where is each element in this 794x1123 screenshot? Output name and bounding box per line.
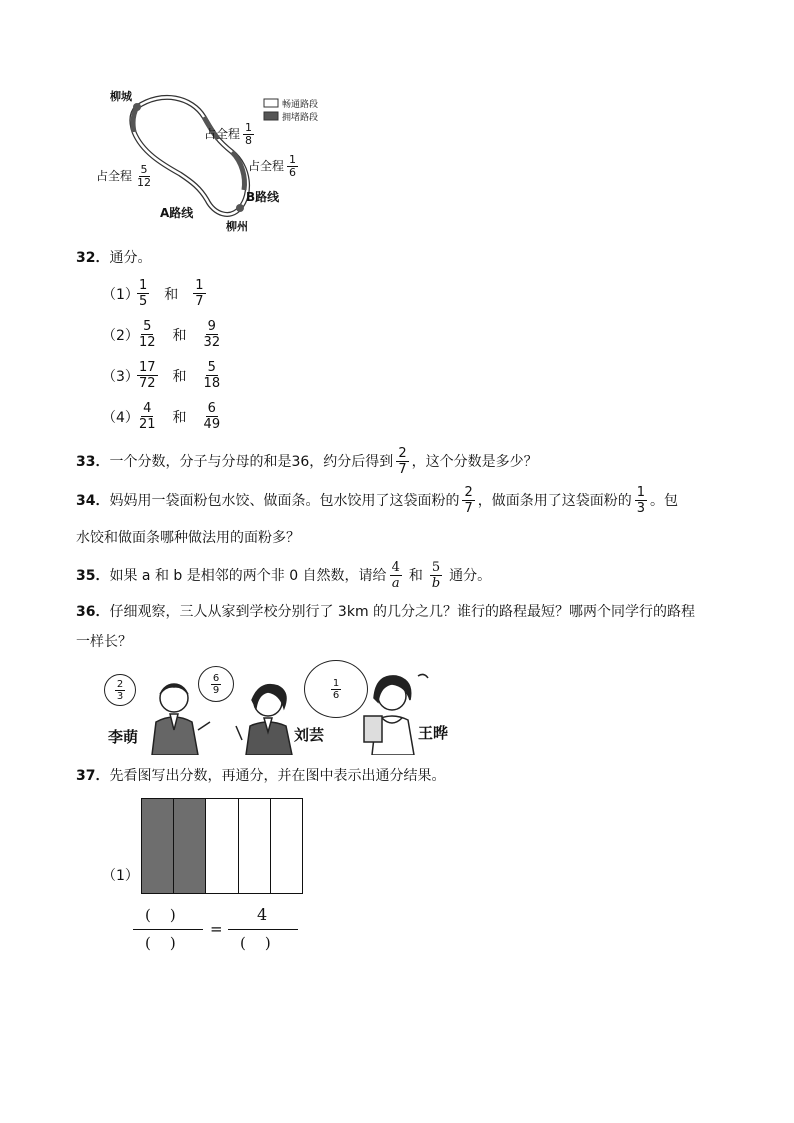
name-wangye: 王晔	[418, 724, 449, 742]
q37-item-label: （1）	[102, 868, 139, 884]
left-den-blank[interactable]: ( )	[145, 934, 176, 952]
q34-line-2: 水饺和做面条哪种做法用的面粉多？	[76, 530, 300, 546]
speech-bubble-wangye: $\frac{1}{6}$	[304, 660, 368, 718]
bar-part-empty	[270, 799, 302, 893]
bar-part-shaded	[142, 799, 173, 893]
bar-part-empty	[205, 799, 237, 893]
q32-title: 32．通分。	[76, 250, 152, 266]
right-num-value: 4	[257, 905, 268, 924]
left-num-blank[interactable]: ( )	[145, 906, 176, 924]
bar-part-empty	[238, 799, 270, 893]
legend-normal-label: 畅通路段	[282, 100, 319, 110]
right-den-blank[interactable]: ( )	[240, 934, 271, 952]
q32-item-4: （4） $\frac{4}{21}$ 和 $\frac{6}{49}$	[102, 401, 221, 432]
q36-line-2: 一样长？	[76, 634, 132, 650]
label-left: 占全程 $\frac{5}{12}$	[96, 163, 152, 189]
q32-item-3: （3） $\frac{17}{72}$ 和 $\frac{5}{18}$	[102, 360, 221, 391]
students-drawing	[100, 660, 450, 755]
person-liuyun	[236, 685, 292, 755]
left-fraction-bar	[133, 929, 203, 930]
q37-title: 37．先看图写出分数，再通分，并在图中表示出通分结果。	[76, 768, 446, 784]
name-liuyun: 刘芸	[294, 726, 325, 744]
right-fraction-bar	[228, 929, 298, 930]
label-right-lower: 占全程 $\frac{1}{6}$	[248, 153, 297, 179]
route-b-label: B路线	[246, 190, 280, 204]
speech-bubble-liuyun: $\frac{6}{9}$	[198, 666, 234, 702]
city-bottom-label: 柳州	[226, 220, 248, 233]
city-top-label: 柳城	[110, 90, 132, 103]
jam-segment-right	[232, 152, 245, 190]
fraction-bar-diagram	[141, 798, 303, 894]
legend-normal-swatch	[264, 99, 278, 107]
q32-item-2: （2） $\frac{5}{12}$ 和 $\frac{9}{32}$	[102, 319, 221, 350]
q33-line: 33． 一个分数，分子与分母的和是36，约分后得到 $\frac{2}{7}$ ，这个分数是多少？	[76, 446, 538, 477]
equals-sign: =	[210, 920, 223, 938]
legend-jam-label: 拥堵路段	[282, 113, 319, 123]
q34-line-1: 34． 妈妈用一袋面粉包水饺、做面条。包水饺用了这袋面粉的 $\frac{2}{7}$ ，做面条用了这袋面粉的 $\frac{1}{3}$ 。包	[76, 485, 679, 516]
legend-jam-swatch	[264, 112, 278, 120]
students-illustration	[100, 660, 450, 755]
speech-bubble-limeng: $\frac{2}{3}$	[104, 674, 136, 706]
route-a-label: A路线	[160, 206, 194, 220]
bar-part-shaded	[173, 799, 205, 893]
q32-item-1: （1） $\frac{1}{5}$ 和 $\frac{1}{7}$	[102, 278, 204, 309]
q37-equation	[133, 902, 303, 958]
q36-line-1: 36．仔细观察，三人从家到学校分别行了 3km 的几分之几？谁行的路程最短？哪两个同学行的路程	[76, 604, 696, 620]
q35-line: 35． 如果 a 和 b 是相邻的两个非 0 自然数，请给 $\frac{4}{a}$ 和 $\frac{5}{b}$ 通分。	[76, 560, 492, 591]
route-map-figure	[92, 82, 342, 237]
label-right-upper: 占全程 $\frac{1}{8}$	[204, 121, 253, 147]
name-limeng: 李萌	[108, 728, 139, 746]
